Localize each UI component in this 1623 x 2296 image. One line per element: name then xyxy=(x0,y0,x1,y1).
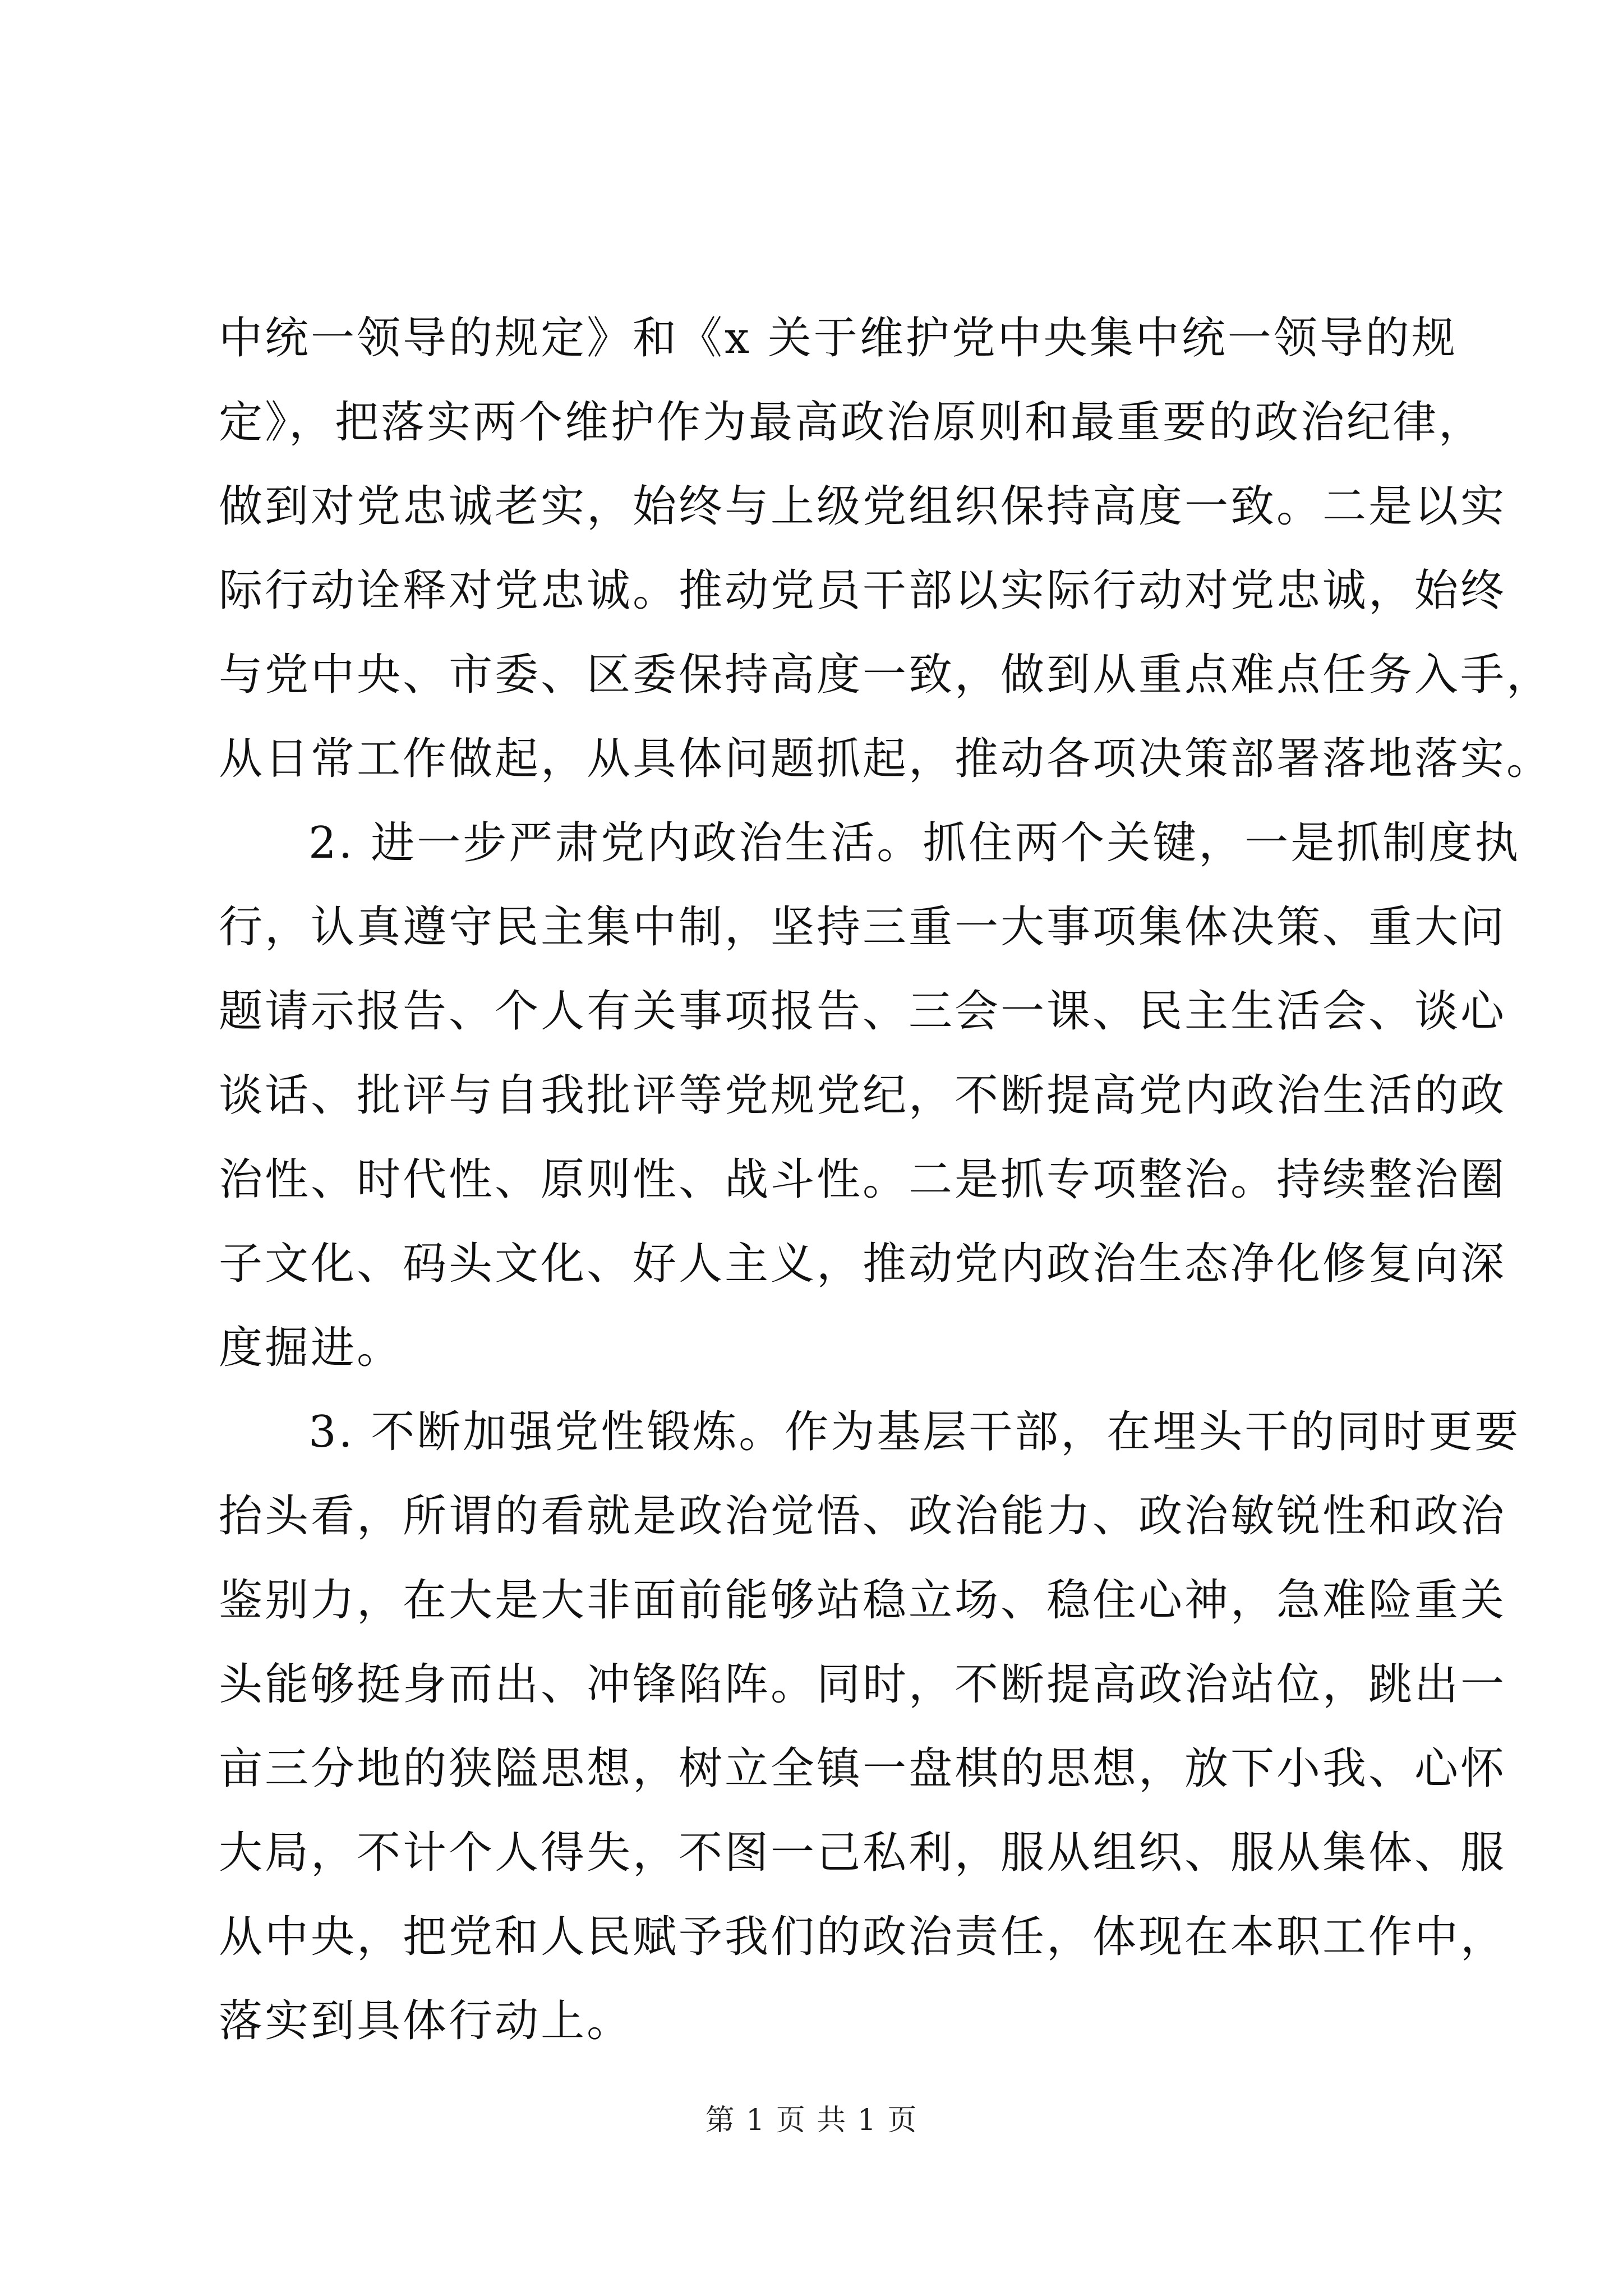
text-line: 际行动诠释对党忠诚。推动党员干部以实际行动对党忠诚，始终 xyxy=(219,565,1507,616)
text-line: 治性、时代性、原则性、战斗性。二是抓专项整治。持续整治圈 xyxy=(219,1154,1507,1205)
text-line: 头能够挺身而出、冲锋陷阵。同时，不断提高政治站位，跳出一 xyxy=(219,1659,1507,1710)
text-line: 大局，不计个人得失，不图一己私利，服从组织、服从集体、服 xyxy=(219,1828,1507,1878)
text-line: 行，认真遵守民主集中制，坚持三重一大事项集体决策、重大问 xyxy=(219,902,1507,953)
text-line: 题请示报告、个人有关事项报告、三会一课、民主生活会、谈心 xyxy=(219,986,1507,1037)
text-line: 从中央，把党和人民赋予我们的政治责任，体现在本职工作中， xyxy=(219,1912,1507,1962)
text-line: 定》，把落实两个维护作为最高政治原则和最重要的政治纪律， xyxy=(219,397,1485,448)
text-line: 落实到具体行动上。 xyxy=(219,1996,633,2046)
text-line: 与党中央、市委、区委保持高度一致，做到从重点难点任务入手， xyxy=(219,650,1553,700)
page-footer: 第 1 页 共 1 页 xyxy=(705,2104,918,2137)
text-line: 度掘进。 xyxy=(219,1323,403,1373)
text-line: 子文化、码头文化、好人主义，推动党内政治生态净化修复向深 xyxy=(219,1239,1507,1289)
text-line: 亩三分地的狭隘思想，树立全镇一盘棋的思想，放下小我、心怀 xyxy=(219,1743,1507,1794)
text-line: 抬头看，所谓的看就是政治觉悟、政治能力、政治敏锐性和政治 xyxy=(219,1491,1507,1542)
text-line: 中统一领导的规定》和《x 关于维护党中央集中统一领导的规 xyxy=(219,313,1458,364)
text-line: 从日常工作做起，从具体问题抓起，推动各项决策部署落地落实。 xyxy=(219,734,1553,784)
text-line: 做到对党忠诚老实，始终与上级党组织保持高度一致。二是以实 xyxy=(219,481,1507,532)
paragraph-2-first-line: 2. 进一步严肃党内政治生活。抓住两个关键，一是抓制度执 xyxy=(308,818,1521,868)
text-line: 鉴别力，在大是大非面前能够站稳立场、稳住心神，急难险重关 xyxy=(219,1575,1507,1626)
paragraph-3-first-line: 3. 不断加强党性锻炼。作为基层干部，在埋头干的同时更要 xyxy=(308,1407,1521,1457)
text-line: 谈话、批评与自我批评等党规党纪，不断提高党内政治生活的政 xyxy=(219,1070,1507,1121)
